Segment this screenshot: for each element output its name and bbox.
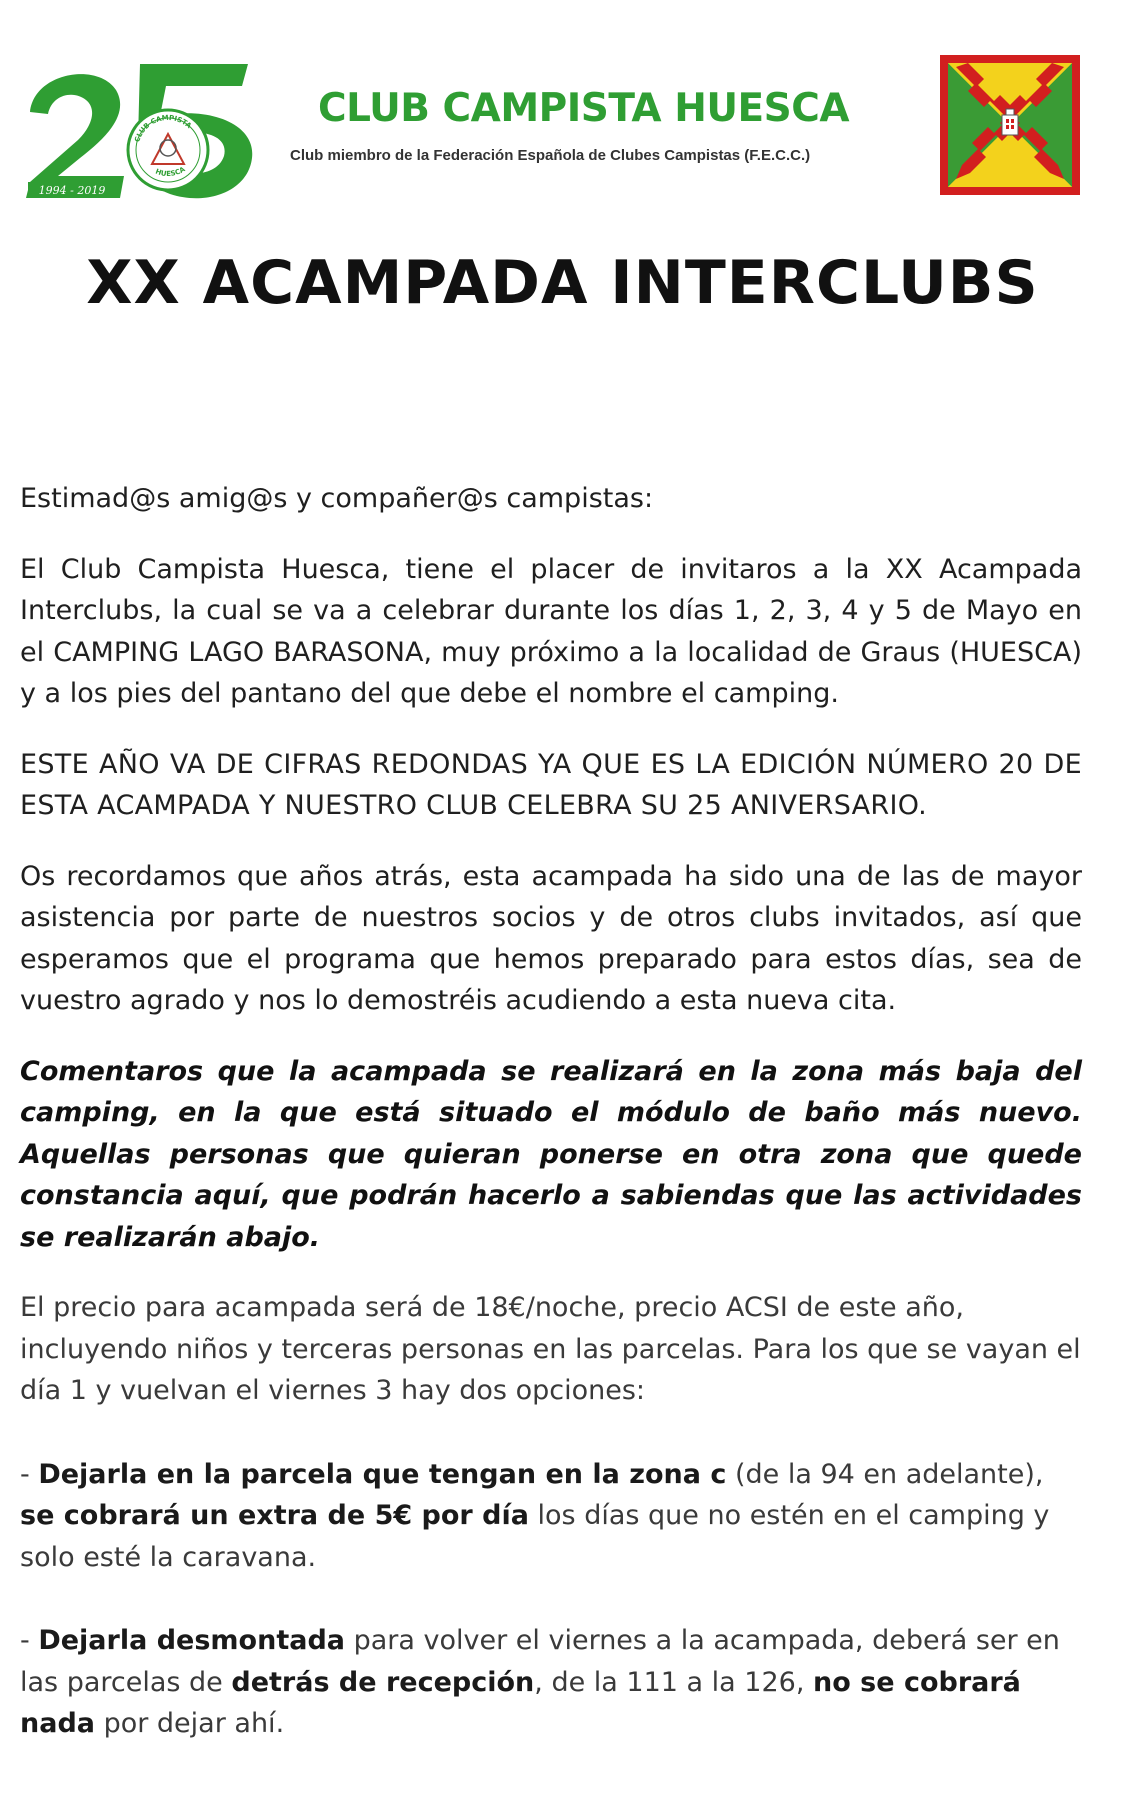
option-1-text-1: (de la 94 en adelante),: [726, 1458, 1044, 1490]
option-1-text-2: los días que no estén en el camping y solo esté la caravana.: [20, 1500, 1050, 1573]
paragraph-price: El precio para acampada será de 18€/noche, precio ACSI de este año, incluyendo niños y terceras personas en las parcelas. Para los que se vayan el día 1 y vuelvan el viernes 3 hay dos opciones:: [20, 1292, 1081, 1406]
option-2-text-2: , de la 111 a la 126,: [534, 1666, 813, 1698]
option-1-bold-2: se cobrará un extra de 5€ por día: [20, 1500, 529, 1531]
option-1-bold-1: Dejarla en la parcela que tengan en la zona c: [38, 1458, 727, 1490]
option-2-bold-3: no se cobrará nada: [20, 1666, 1021, 1739]
paragraph-anniversary: ESTE AÑO VA DE CIFRAS REDONDAS YA QUE ES LA EDICIÓN NÚMERO 20 DE ESTA ACAMPADA Y NUESTRO CLUB CELEBRA SU 25 ANIVERSARIO.: [20, 748, 1082, 821]
option-1-prefix: -: [20, 1458, 39, 1490]
letter-body: [20, 478, 1082, 1745]
paragraph-invitation: El Club Campista Huesca, tiene el placer de invitaros a la XX Acampada Interclubs, la cual se va a celebrar durante los días 1, 2, 3, 4 y 5 de Mayo en el CAMPING LAGO BARASONA, muy próximo a la localidad de Graus (HUESCA) y a los pies del pantano del que debe el nombre el camping.: [20, 553, 1082, 709]
huesca-flag-icon: [940, 55, 1080, 195]
option-1: [20, 1454, 1082, 1579]
club-subtitle: Club miembro de la Federación Española de Clubes Campistas (F.E.C.C.): [290, 147, 811, 164]
paragraph-reminder: Os recordamos que años atrás, esta acampada ha sido una de las de mayor asistencia por parte de nuestros socios y de otros clubs invitados, así que esperamos que el programa que hemos preparado para estos días, sea de vuestro agrado y nos lo demostréis acudiendo a esta nueva cita.: [20, 860, 1082, 1016]
logo-seal-text: CLUB CAMPISTA: [133, 113, 193, 144]
greeting: Estimad@s amig@s y compañer@s campistas:: [20, 483, 654, 514]
header: [0, 0, 1125, 318]
logo-seal-text-bottom: HUESCA: [154, 165, 187, 179]
option-2-bold-1: Dejarla desmontada: [38, 1625, 346, 1656]
club-name: CLUB CAMPISTA HUESCA: [318, 86, 850, 131]
option-2-prefix: -: [20, 1625, 39, 1656]
paragraph-location-note: Comentaros que la acampada se realizará en la zona más baja del camping, en la que está situado el módulo de baño más nuevo. Aquellas personas que quieran ponerse en otra zona que quede constancia aquí, que podrán hacerlo a sabiendas que las actividades se realizarán abajo.: [20, 1055, 1082, 1253]
option-2-bold-2: detrás de recepción: [231, 1666, 535, 1698]
option-2-text-1: para volver el viernes a la acampada, deberá ser en las parcelas de: [20, 1625, 1060, 1698]
option-2: [20, 1620, 1082, 1745]
anniversary-25-logo-icon: [20, 60, 260, 200]
document-title: XX ACAMPADA INTERCLUBS: [86, 248, 1039, 318]
logo-years-text: 1994 - 2019: [38, 184, 106, 197]
option-2-text-3: por dejar ahí.: [95, 1708, 285, 1739]
